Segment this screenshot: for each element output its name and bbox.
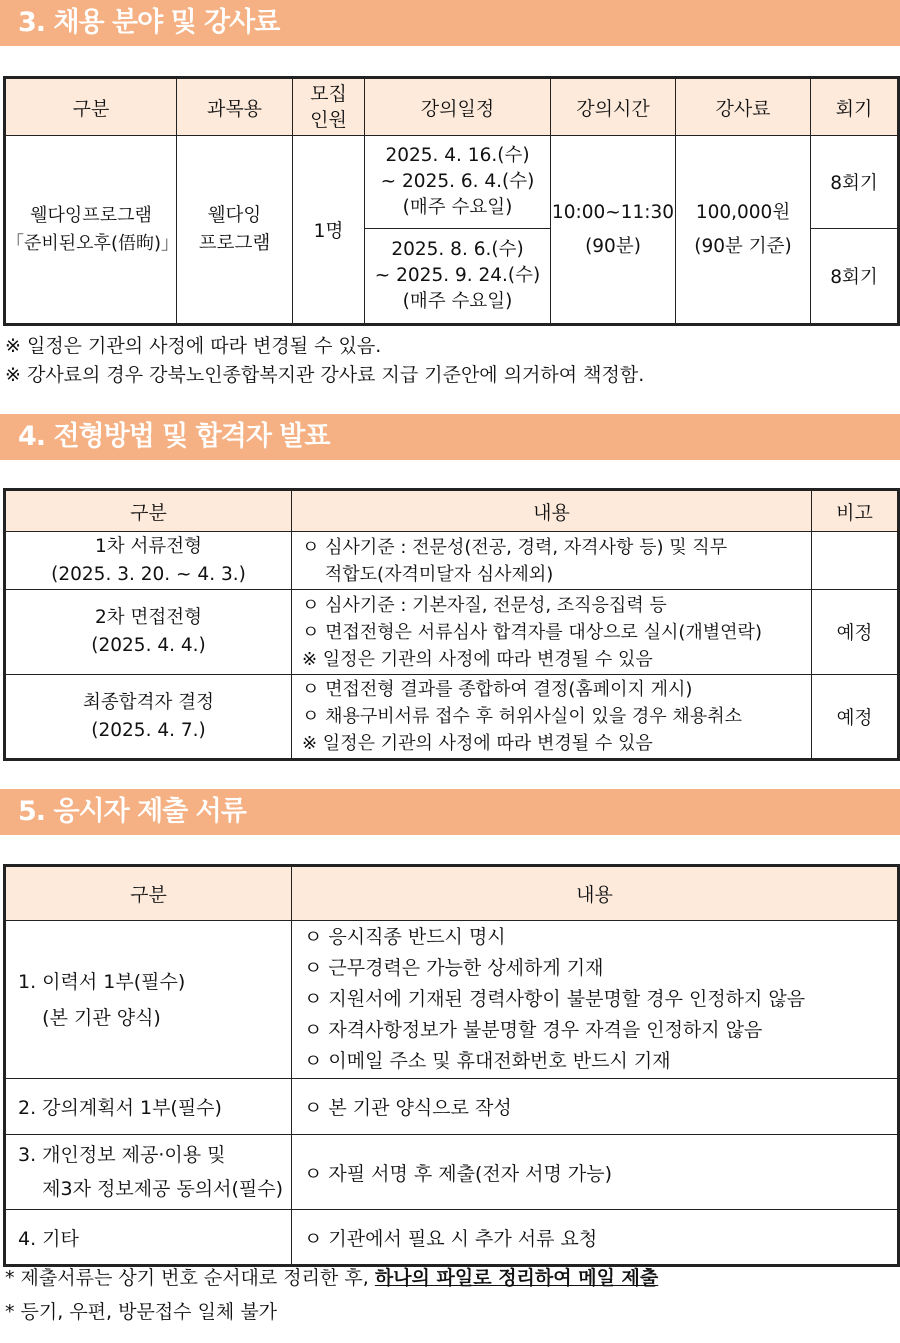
stage-3-remark: 예정 xyxy=(812,675,899,760)
doc-4: 4. 기타 xyxy=(5,1210,292,1266)
section-3-title: 3. 채용 분야 및 강사료 xyxy=(18,7,280,38)
footnote-1 xyxy=(5,1263,658,1293)
stage-2-remark: 예정 xyxy=(812,590,899,675)
footnote-2: * 등기, 우편, 방문접수 일체 불가 xyxy=(5,1301,278,1323)
header-time: 강의시간 xyxy=(551,78,676,136)
section-4-bar xyxy=(0,414,900,460)
stage-2-content: ㅇ 심사기준 : 기본자질, 전문성, 조직응집력 등 ㅇ 면접전형은 서류심사 합격자를 대상으로 실시(개별연락) ※ 일정은 기관의 사정에 따라 변경될 수 있음 xyxy=(292,590,812,675)
subject-name: 웰다잉 프로그램 xyxy=(177,136,293,325)
section-5-bar xyxy=(0,789,900,835)
doc-1-content: ㅇ 응시직종 반드시 명시 ㅇ 근무경력은 가능한 상세하게 기재 ㅇ 지원서에 기재된 경력사항이 불분명할 경우 인정하지 않음 ㅇ 자격사항정보가 불분명할 경우 자격을 인정하지 않음 ㅇ 이메일 주소 및 휴대전화번호 반드시 기재 xyxy=(292,921,899,1079)
stage-2: 2차 면접전형 (2025. 4. 4.) xyxy=(5,590,292,675)
stage-1-remark xyxy=(812,532,899,590)
doc-4-content: ㅇ 기관에서 필요 시 추가 서류 요청 xyxy=(292,1210,899,1266)
header-count: 모집 인원 xyxy=(293,78,365,136)
doc-2: 2. 강의계획서 1부(필수) xyxy=(5,1079,292,1135)
recruit-count: 1명 xyxy=(293,136,365,325)
doc-3: 3. 개인정보 제공·이용 및 제3자 정보제공 동의서(필수) xyxy=(5,1135,292,1210)
header-category: 구분 xyxy=(5,866,292,921)
documents-table xyxy=(3,864,900,1267)
sessions-1: 8회기 xyxy=(811,136,899,228)
header-fee: 강사료 xyxy=(676,78,811,136)
stage-3-content: ㅇ 면접전형 결과를 종합하여 결정(홈페이지 게시) ㅇ 채용구비서류 접수 후 허위사실이 있을 경우 채용취소 ※ 일정은 기관의 사정에 따라 변경될 수 있음 xyxy=(292,675,812,760)
header-schedule: 강의일정 xyxy=(365,78,551,136)
doc-2-content: ㅇ 본 기관 양식으로 작성 xyxy=(292,1079,899,1135)
footnote-1-emphasis: 하나의 파일로 정리하여 메일 제출 xyxy=(374,1267,659,1289)
lecture-fee: 100,000원 (90분 기준) xyxy=(676,136,811,325)
fee-table xyxy=(3,76,900,326)
stage-1: 1차 서류전형 (2025. 3. 20. ~ 4. 3.) xyxy=(5,532,292,590)
sessions-2: 8회기 xyxy=(811,228,899,324)
stage-3: 최종합격자 결정 (2025. 4. 7.) xyxy=(5,675,292,760)
section-5-title: 5. 응시자 제출 서류 xyxy=(18,796,246,827)
doc-1: 1. 이력서 1부(필수) (본 기관 양식) xyxy=(5,921,292,1079)
header-content: 내용 xyxy=(292,490,812,532)
header-category: 구분 xyxy=(5,490,292,532)
stage-1-content: ㅇ 심사기준 : 전문성(전공, 경력, 자격사항 등) 및 직무 적합도(자격미달자 심사제외) xyxy=(292,532,812,590)
header-category: 구분 xyxy=(5,78,177,136)
footnote-1-text: * 제출서류는 상기 번호 순서대로 정리한 후, xyxy=(5,1267,375,1289)
section-3-note-1: ※ 일정은 기관의 사정에 따라 변경될 수 있음. xyxy=(5,335,382,357)
selection-table xyxy=(3,488,900,761)
schedule-1: 2025. 4. 16.(수) ~ 2025. 6. 4.(수) (매주 수요일) xyxy=(365,136,551,228)
section-3-bar xyxy=(0,0,900,46)
schedule-2: 2025. 8. 6.(수) ~ 2025. 9. 24.(수) (매주 수요일) xyxy=(365,228,551,324)
doc-3-content: ㅇ 자필 서명 후 제출(전자 서명 가능) xyxy=(292,1135,899,1210)
lecture-time: 10:00~11:30 (90분) xyxy=(551,136,676,325)
header-remark: 비고 xyxy=(812,490,899,532)
section-4-title: 4. 전형방법 및 합격자 발표 xyxy=(18,421,330,452)
program-name: 웰다잉프로그램 「준비된오후(俉昫)」 xyxy=(5,136,177,325)
header-content: 내용 xyxy=(292,866,899,921)
header-subject: 과목용 xyxy=(177,78,293,136)
section-3-note-2: ※ 강사료의 경우 강북노인종합복지관 강사료 지급 기준안에 의거하여 책정함. xyxy=(5,364,645,386)
header-sessions: 회기 xyxy=(811,78,899,136)
